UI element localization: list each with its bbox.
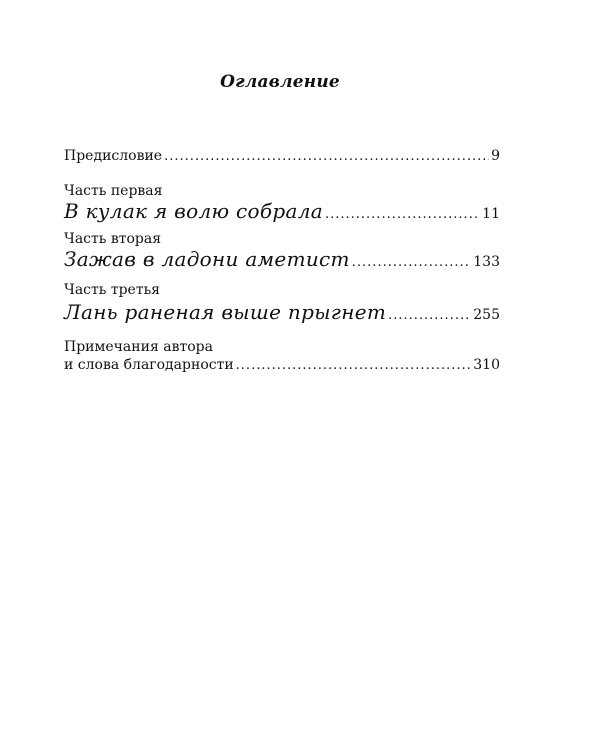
toc-entry-label: и слова благодарности <box>64 357 234 373</box>
toc-title: Оглавление <box>220 72 340 92</box>
toc-page-number: 11 <box>482 206 500 222</box>
toc-entry-label: Зажав в ладони аметист <box>64 247 350 271</box>
part-heading: Часть вторая <box>64 231 162 247</box>
dot-leader <box>352 255 471 270</box>
part-heading: Часть третья <box>64 282 161 298</box>
dot-leader <box>388 308 471 323</box>
toc-entry-label: В кулак я волю собрала <box>64 199 323 223</box>
toc-entry-preface <box>64 148 500 164</box>
dot-leader <box>236 358 472 373</box>
toc-entry-part1 <box>64 199 500 223</box>
toc-entry-label: Примечания автора <box>64 339 213 355</box>
dot-leader <box>164 149 489 164</box>
part-heading: Часть первая <box>64 183 163 199</box>
toc-entry-notes <box>64 357 500 373</box>
toc-entry-label: Предисловие <box>64 148 163 164</box>
toc-page-number: 9 <box>491 148 500 164</box>
toc-page-number: 255 <box>473 307 500 323</box>
toc-entry-label: Лань раненая выше прыгнет <box>64 300 387 324</box>
toc-page-number: 310 <box>473 357 500 373</box>
dot-leader <box>325 207 480 222</box>
toc-entry-part3 <box>64 300 500 324</box>
toc-page-number: 133 <box>473 254 500 270</box>
toc-entry-part2 <box>64 247 500 271</box>
